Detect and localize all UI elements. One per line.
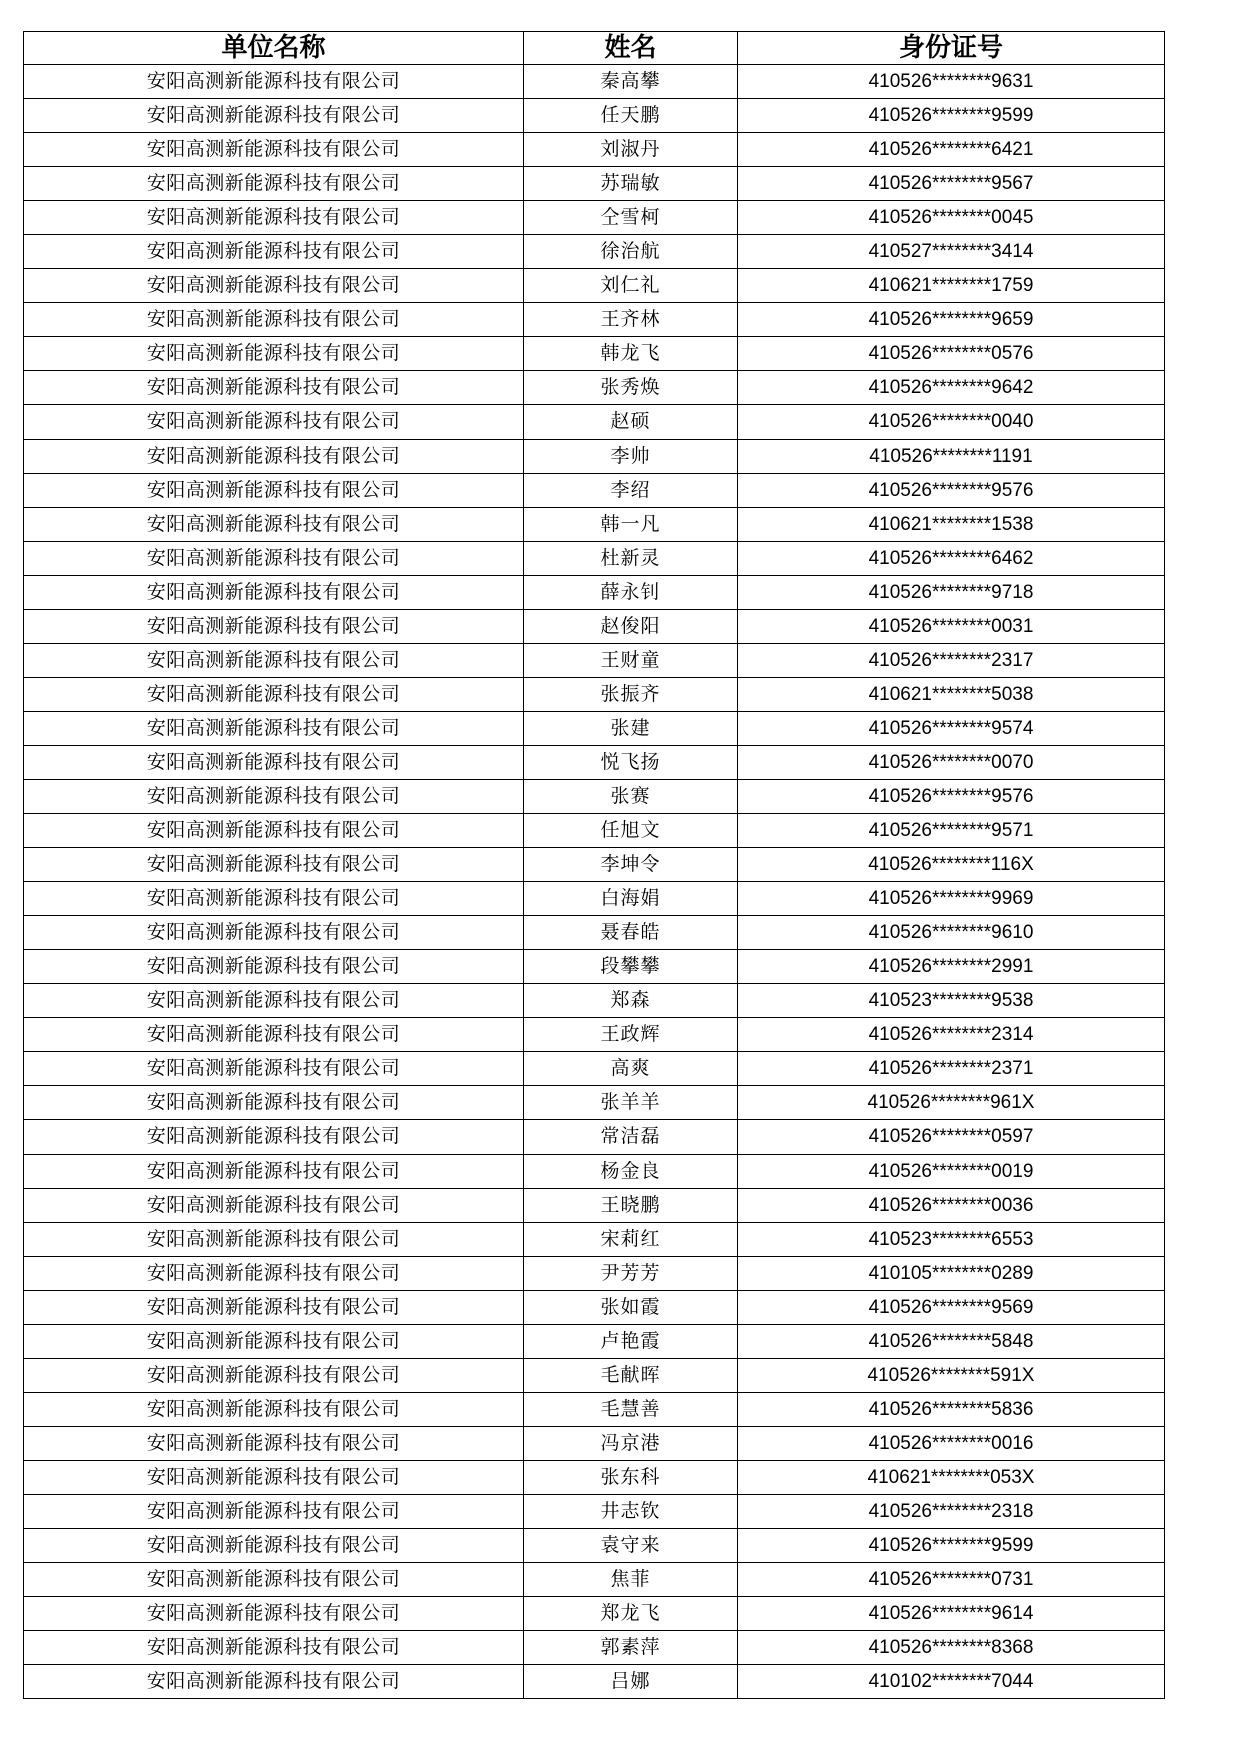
idno-cell: 410526********591X (738, 1358, 1165, 1392)
name-cell: 悦飞扬 (524, 745, 738, 779)
table-row (24, 371, 1165, 405)
unit-cell: 安阳高测新能源科技有限公司 (24, 1290, 524, 1324)
table-row (24, 1631, 1165, 1665)
unit-cell: 安阳高测新能源科技有限公司 (24, 1086, 524, 1120)
unit-cell: 安阳高测新能源科技有限公司 (24, 303, 524, 337)
table-row (24, 916, 1165, 950)
table-row (24, 779, 1165, 813)
idno-cell: 410102********7044 (738, 1665, 1165, 1699)
table-row (24, 201, 1165, 235)
name-cell: 苏瑞敏 (524, 167, 738, 201)
name-cell: 李帅 (524, 439, 738, 473)
table-row (24, 575, 1165, 609)
idno-cell: 410526********9659 (738, 303, 1165, 337)
idno-cell: 410526********9569 (738, 1290, 1165, 1324)
idno-cell: 410105********0289 (738, 1256, 1165, 1290)
name-cell: 王政辉 (524, 1018, 738, 1052)
table-row (24, 1120, 1165, 1154)
table-row (24, 848, 1165, 882)
table-body (24, 65, 1165, 1699)
name-cell: 王晓鹏 (524, 1188, 738, 1222)
name-cell: 张羊羊 (524, 1086, 738, 1120)
unit-cell: 安阳高测新能源科技有限公司 (24, 643, 524, 677)
name-cell: 宋莉红 (524, 1222, 738, 1256)
unit-cell: 安阳高测新能源科技有限公司 (24, 1256, 524, 1290)
idno-cell: 410526********9567 (738, 167, 1165, 201)
table-row (24, 541, 1165, 575)
unit-cell: 安阳高测新能源科技有限公司 (24, 1052, 524, 1086)
table-row (24, 1426, 1165, 1460)
name-cell: 徐治航 (524, 235, 738, 269)
name-cell: 王齐林 (524, 303, 738, 337)
unit-cell: 安阳高测新能源科技有限公司 (24, 1222, 524, 1256)
name-cell: 刘淑丹 (524, 133, 738, 167)
idno-cell: 410526********9614 (738, 1597, 1165, 1631)
table-row (24, 1018, 1165, 1052)
name-cell: 仝雪柯 (524, 201, 738, 235)
idno-cell: 410526********9631 (738, 65, 1165, 99)
name-cell: 井志钦 (524, 1494, 738, 1528)
idno-cell: 410526********8368 (738, 1631, 1165, 1665)
idno-cell: 410526********6462 (738, 541, 1165, 575)
table-row (24, 303, 1165, 337)
idno-cell: 410526********6421 (738, 133, 1165, 167)
name-cell: 张振齐 (524, 677, 738, 711)
table-row (24, 1290, 1165, 1324)
name-cell: 赵硕 (524, 405, 738, 439)
roster-sheet (23, 31, 1165, 1699)
name-cell: 袁守来 (524, 1529, 738, 1563)
idno-cell: 410523********6553 (738, 1222, 1165, 1256)
name-cell: 毛献晖 (524, 1358, 738, 1392)
unit-cell: 安阳高测新能源科技有限公司 (24, 1392, 524, 1426)
table-row (24, 99, 1165, 133)
idno-cell: 410526********0045 (738, 201, 1165, 235)
unit-cell: 安阳高测新能源科技有限公司 (24, 65, 524, 99)
idno-cell: 410526********0731 (738, 1563, 1165, 1597)
idno-cell: 410526********9599 (738, 1529, 1165, 1563)
idno-cell: 410526********9576 (738, 779, 1165, 813)
unit-cell: 安阳高测新能源科技有限公司 (24, 711, 524, 745)
table-row (24, 1188, 1165, 1222)
unit-cell: 安阳高测新能源科技有限公司 (24, 1154, 524, 1188)
name-cell: 毛慧善 (524, 1392, 738, 1426)
idno-cell: 410526********0016 (738, 1426, 1165, 1460)
table-row (24, 133, 1165, 167)
table-row (24, 235, 1165, 269)
roster-table (23, 31, 1165, 1699)
table-row (24, 1665, 1165, 1699)
table-row (24, 745, 1165, 779)
unit-cell: 安阳高测新能源科技有限公司 (24, 133, 524, 167)
name-cell: 刘仁礼 (524, 269, 738, 303)
idno-cell: 410526********2991 (738, 950, 1165, 984)
table-row (24, 1086, 1165, 1120)
unit-cell: 安阳高测新能源科技有限公司 (24, 1665, 524, 1699)
name-cell: 李绍 (524, 473, 738, 507)
name-cell: 郑森 (524, 984, 738, 1018)
idno-cell: 410526********9969 (738, 882, 1165, 916)
table-row (24, 1597, 1165, 1631)
table-header-row (24, 32, 1165, 65)
name-cell: 张秀焕 (524, 371, 738, 405)
column-header-name: 姓名 (524, 32, 738, 65)
unit-cell: 安阳高测新能源科技有限公司 (24, 745, 524, 779)
table-row (24, 677, 1165, 711)
idno-cell: 410621********1759 (738, 269, 1165, 303)
table-row (24, 711, 1165, 745)
idno-cell: 410526********2314 (738, 1018, 1165, 1052)
name-cell: 王财童 (524, 643, 738, 677)
name-cell: 张建 (524, 711, 738, 745)
name-cell: 常洁磊 (524, 1120, 738, 1154)
idno-cell: 410526********0070 (738, 745, 1165, 779)
column-header-id: 身份证号 (738, 32, 1165, 65)
idno-cell: 410526********961X (738, 1086, 1165, 1120)
table-row (24, 1529, 1165, 1563)
table-row (24, 1358, 1165, 1392)
table-row (24, 439, 1165, 473)
idno-cell: 410526********9642 (738, 371, 1165, 405)
unit-cell: 安阳高测新能源科技有限公司 (24, 507, 524, 541)
idno-cell: 410526********5836 (738, 1392, 1165, 1426)
unit-cell: 安阳高测新能源科技有限公司 (24, 916, 524, 950)
table-row (24, 950, 1165, 984)
idno-cell: 410526********0036 (738, 1188, 1165, 1222)
name-cell: 段攀攀 (524, 950, 738, 984)
name-cell: 杜新灵 (524, 541, 738, 575)
unit-cell: 安阳高测新能源科技有限公司 (24, 1018, 524, 1052)
name-cell: 薛永钊 (524, 575, 738, 609)
table-row (24, 814, 1165, 848)
idno-cell: 410526********2317 (738, 643, 1165, 677)
name-cell: 李坤令 (524, 848, 738, 882)
unit-cell: 安阳高测新能源科技有限公司 (24, 269, 524, 303)
unit-cell: 安阳高测新能源科技有限公司 (24, 779, 524, 813)
table-row (24, 882, 1165, 916)
idno-cell: 410526********0031 (738, 609, 1165, 643)
idno-cell: 410526********0597 (738, 1120, 1165, 1154)
table-row (24, 1494, 1165, 1528)
table-row (24, 507, 1165, 541)
table-row (24, 984, 1165, 1018)
unit-cell: 安阳高测新能源科技有限公司 (24, 405, 524, 439)
name-cell: 杨金良 (524, 1154, 738, 1188)
name-cell: 秦高攀 (524, 65, 738, 99)
unit-cell: 安阳高测新能源科技有限公司 (24, 950, 524, 984)
name-cell: 郭素萍 (524, 1631, 738, 1665)
idno-cell: 410527********3414 (738, 235, 1165, 269)
unit-cell: 安阳高测新能源科技有限公司 (24, 167, 524, 201)
idno-cell: 410526********9576 (738, 473, 1165, 507)
unit-cell: 安阳高测新能源科技有限公司 (24, 882, 524, 916)
name-cell: 郑龙飞 (524, 1597, 738, 1631)
unit-cell: 安阳高测新能源科技有限公司 (24, 575, 524, 609)
name-cell: 张如霞 (524, 1290, 738, 1324)
unit-cell: 安阳高测新能源科技有限公司 (24, 1358, 524, 1392)
name-cell: 卢艳霞 (524, 1324, 738, 1358)
unit-cell: 安阳高测新能源科技有限公司 (24, 1188, 524, 1222)
unit-cell: 安阳高测新能源科技有限公司 (24, 1426, 524, 1460)
name-cell: 任旭文 (524, 814, 738, 848)
idno-cell: 410526********9718 (738, 575, 1165, 609)
table-row (24, 1222, 1165, 1256)
table-row (24, 1256, 1165, 1290)
name-cell: 韩一凡 (524, 507, 738, 541)
idno-cell: 410526********0040 (738, 405, 1165, 439)
name-cell: 白海娟 (524, 882, 738, 916)
idno-cell: 410526********2318 (738, 1494, 1165, 1528)
name-cell: 赵俊阳 (524, 609, 738, 643)
unit-cell: 安阳高测新能源科技有限公司 (24, 609, 524, 643)
name-cell: 韩龙飞 (524, 337, 738, 371)
idno-cell: 410526********0576 (738, 337, 1165, 371)
table-row (24, 337, 1165, 371)
idno-cell: 410526********116X (738, 848, 1165, 882)
unit-cell: 安阳高测新能源科技有限公司 (24, 1597, 524, 1631)
table-row (24, 1563, 1165, 1597)
idno-cell: 410526********9571 (738, 814, 1165, 848)
unit-cell: 安阳高测新能源科技有限公司 (24, 1494, 524, 1528)
unit-cell: 安阳高测新能源科技有限公司 (24, 337, 524, 371)
name-cell: 高爽 (524, 1052, 738, 1086)
table-row (24, 643, 1165, 677)
table-row (24, 1052, 1165, 1086)
unit-cell: 安阳高测新能源科技有限公司 (24, 1631, 524, 1665)
unit-cell: 安阳高测新能源科技有限公司 (24, 1529, 524, 1563)
table-row (24, 1392, 1165, 1426)
name-cell: 张赛 (524, 779, 738, 813)
table-row (24, 609, 1165, 643)
idno-cell: 410526********2371 (738, 1052, 1165, 1086)
idno-cell: 410621********1538 (738, 507, 1165, 541)
table-row (24, 1324, 1165, 1358)
table-row (24, 65, 1165, 99)
table-row (24, 405, 1165, 439)
idno-cell: 410526********0019 (738, 1154, 1165, 1188)
unit-cell: 安阳高测新能源科技有限公司 (24, 1563, 524, 1597)
name-cell: 任天鹏 (524, 99, 738, 133)
table-row (24, 1460, 1165, 1494)
name-cell: 吕娜 (524, 1665, 738, 1699)
name-cell: 尹芳芳 (524, 1256, 738, 1290)
unit-cell: 安阳高测新能源科技有限公司 (24, 814, 524, 848)
idno-cell: 410621********5038 (738, 677, 1165, 711)
table-row (24, 269, 1165, 303)
unit-cell: 安阳高测新能源科技有限公司 (24, 99, 524, 133)
unit-cell: 安阳高测新能源科技有限公司 (24, 371, 524, 405)
name-cell: 焦菲 (524, 1563, 738, 1597)
unit-cell: 安阳高测新能源科技有限公司 (24, 984, 524, 1018)
unit-cell: 安阳高测新能源科技有限公司 (24, 541, 524, 575)
idno-cell: 410621********053X (738, 1460, 1165, 1494)
table-row (24, 167, 1165, 201)
unit-cell: 安阳高测新能源科技有限公司 (24, 235, 524, 269)
idno-cell: 410523********9538 (738, 984, 1165, 1018)
name-cell: 张东科 (524, 1460, 738, 1494)
name-cell: 冯京港 (524, 1426, 738, 1460)
unit-cell: 安阳高测新能源科技有限公司 (24, 848, 524, 882)
unit-cell: 安阳高测新能源科技有限公司 (24, 677, 524, 711)
idno-cell: 410526********9599 (738, 99, 1165, 133)
unit-cell: 安阳高测新能源科技有限公司 (24, 473, 524, 507)
unit-cell: 安阳高测新能源科技有限公司 (24, 1120, 524, 1154)
unit-cell: 安阳高测新能源科技有限公司 (24, 1324, 524, 1358)
idno-cell: 410526********5848 (738, 1324, 1165, 1358)
idno-cell: 410526********9610 (738, 916, 1165, 950)
column-header-unit: 单位名称 (24, 32, 524, 65)
idno-cell: 410526********9574 (738, 711, 1165, 745)
unit-cell: 安阳高测新能源科技有限公司 (24, 201, 524, 235)
table-row (24, 1154, 1165, 1188)
unit-cell: 安阳高测新能源科技有限公司 (24, 1460, 524, 1494)
table-row (24, 473, 1165, 507)
idno-cell: 410526********1191 (738, 439, 1165, 473)
unit-cell: 安阳高测新能源科技有限公司 (24, 439, 524, 473)
name-cell: 聂春皓 (524, 916, 738, 950)
